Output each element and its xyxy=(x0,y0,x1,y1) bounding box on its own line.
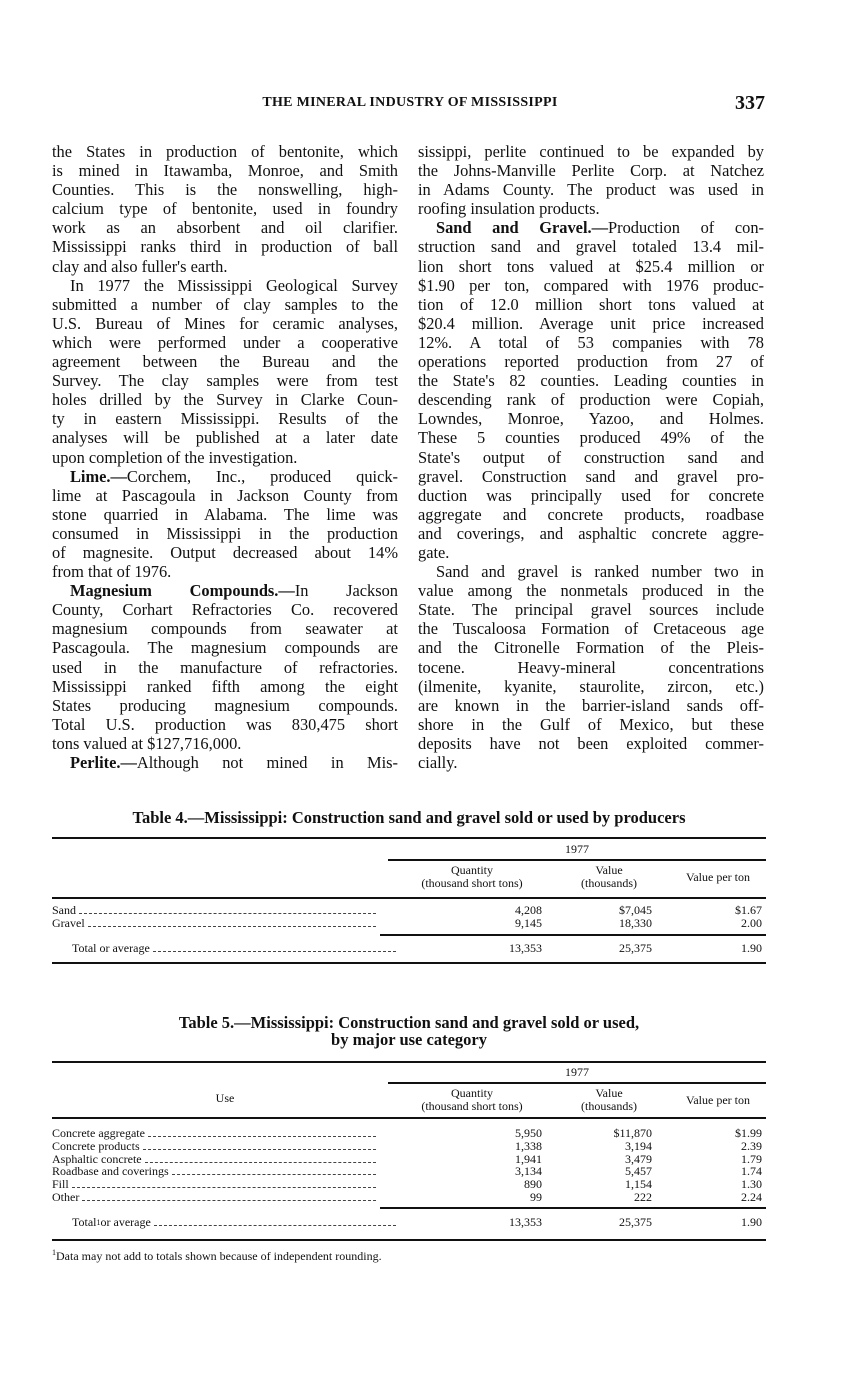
text-line xyxy=(52,371,398,390)
cell-qty: 99 xyxy=(530,1190,542,1204)
text-line xyxy=(418,314,764,333)
row-label xyxy=(52,942,396,955)
text-column-right xyxy=(418,142,764,772)
cell-qty: 13,353 xyxy=(509,941,542,955)
row-label-text: Concrete products xyxy=(52,1138,140,1153)
text-line-content: U.S. Bureau of Mines for ceramic analyses, xyxy=(52,313,398,333)
cell-vpt: 1.79 xyxy=(741,1151,762,1166)
table-rule xyxy=(380,934,766,936)
text-line xyxy=(52,180,398,199)
text-line-content: roofing insulation products. xyxy=(418,199,600,219)
cell-value: 25,375 xyxy=(619,941,652,955)
text-line xyxy=(52,658,398,677)
text-line xyxy=(52,218,398,237)
text-line-content: Pascagoula. The magnesium compounds are xyxy=(52,638,398,658)
text-line-content: 12%. A total of 53 companies with 78 xyxy=(418,332,764,352)
cell-value: 25,375 xyxy=(619,1215,652,1229)
table-4-title: Table 4.—Mississippi: Construction sand and gravel sold or used by producers xyxy=(132,808,686,827)
text-line-content: upon completion of the investigation. xyxy=(52,447,298,467)
cell-vpt: $1.99 xyxy=(735,1126,762,1140)
section-heading: Perlite.— xyxy=(70,753,137,772)
text-line xyxy=(418,677,764,696)
row-label xyxy=(52,904,376,917)
text-line xyxy=(52,390,398,409)
leader-dots xyxy=(148,1127,376,1137)
cell-value: 3,194 xyxy=(625,1138,652,1153)
cell-qty: 5,950 xyxy=(515,1126,542,1140)
leader-dots xyxy=(72,1178,376,1188)
text-line xyxy=(52,619,398,638)
footnote-ref: 1 xyxy=(96,1218,101,1227)
footnote-mark: 1 xyxy=(52,1248,56,1257)
text-line-content: holes drilled by the Survey in Clarke Coun- xyxy=(52,390,398,410)
text-line xyxy=(418,467,764,486)
text-line-content: cially. xyxy=(418,753,458,772)
text-line xyxy=(52,314,398,333)
text-line xyxy=(52,505,398,524)
table-rule xyxy=(52,1239,766,1241)
text-line xyxy=(418,352,764,371)
text-line xyxy=(52,161,398,180)
text-line-content: duction was principally used for concrete xyxy=(418,485,764,505)
text-line-content: the Johns-Manville Perlite Corp. at Natchez xyxy=(418,161,764,181)
text-line xyxy=(52,467,398,486)
text-line xyxy=(418,658,764,677)
value-header-line2: (thousands) xyxy=(581,1099,637,1113)
row-label xyxy=(52,1165,376,1178)
text-line xyxy=(52,333,398,352)
text-line xyxy=(418,390,764,409)
text-line xyxy=(418,218,764,237)
text-line xyxy=(418,696,764,715)
leader-dots xyxy=(143,1140,376,1150)
value-header-line1: Value xyxy=(595,863,623,877)
quantity-header xyxy=(400,1087,544,1113)
text-line-content: operations reported production from 27 of xyxy=(418,352,764,372)
text-line xyxy=(52,677,398,696)
text-line-content: State's output of construction sand and xyxy=(418,447,764,467)
leader-dots xyxy=(79,904,376,914)
text-line-content: States producing magnesium compounds. xyxy=(52,695,398,715)
quantity-header-line1: Quantity xyxy=(451,863,493,877)
text-line xyxy=(418,524,764,543)
text-line xyxy=(52,562,398,581)
text-line-content: magnesium compounds from seawater at xyxy=(52,619,398,639)
cell-vpt: 2.39 xyxy=(741,1138,762,1153)
text-line xyxy=(418,199,764,218)
text-line xyxy=(52,142,398,161)
text-line xyxy=(52,448,398,467)
text-line xyxy=(418,753,764,772)
text-line xyxy=(52,543,398,562)
text-line-content: the Tuscaloosa Formation of Cretaceous age xyxy=(418,619,764,639)
cell-vpt: 2.24 xyxy=(741,1190,762,1204)
text-line-content: Production of con- xyxy=(608,218,764,238)
year-header: 1977 xyxy=(565,842,589,856)
text-line-content: These 5 counties produced 49% of the xyxy=(418,428,764,448)
text-line xyxy=(52,352,398,371)
row-label-text: Concrete aggregate xyxy=(52,1126,145,1140)
text-line-content: Lowndes, Monroe, Yazoo, and Holmes. xyxy=(418,409,764,429)
value-header-line2: (thousands) xyxy=(581,876,637,890)
text-line-content: tion of 12.0 million short tons valued at xyxy=(418,294,764,314)
text-line xyxy=(418,295,764,314)
cell-vpt: 2.00 xyxy=(741,915,762,930)
cell-qty: 9,145 xyxy=(515,915,542,930)
text-line-content: State. The principal gravel sources include xyxy=(418,600,764,620)
text-line xyxy=(418,237,764,256)
text-line xyxy=(52,486,398,505)
row-label xyxy=(52,1191,376,1204)
row-label-text: or average xyxy=(100,1215,151,1229)
table-5-title-line2: by major use category xyxy=(331,1030,487,1049)
text-line xyxy=(418,161,764,180)
table-rule xyxy=(388,1082,766,1084)
text-line-content: is mined in Itawamba, Monroe, and Smith xyxy=(52,161,398,181)
text-line xyxy=(418,428,764,447)
cell-vpt: $1.67 xyxy=(735,903,762,917)
running-head: THE MINERAL INDUSTRY OF MISSISSIPPI xyxy=(262,95,558,110)
row-label-text: Sand xyxy=(52,903,76,917)
use-header: Use xyxy=(215,1091,235,1105)
row-label xyxy=(52,1216,396,1229)
cell-vpt: 1.90 xyxy=(741,1215,762,1229)
text-line-content: ty in eastern Mississippi. Results of the xyxy=(52,409,398,429)
text-line xyxy=(418,486,764,505)
section-heading: Sand and Gravel.— xyxy=(436,218,608,238)
text-line-content: Total U.S. production was 830,475 short xyxy=(52,714,398,734)
leader-dots xyxy=(145,1153,376,1163)
text-line xyxy=(418,581,764,600)
text-line xyxy=(52,409,398,428)
text-line-content: (ilmenite, kyanite, staurolite, zircon, etc.) xyxy=(418,676,764,696)
text-line xyxy=(52,715,398,734)
text-line xyxy=(418,142,764,161)
text-line-content: stone quarried in Alabama. The lime was xyxy=(52,504,398,524)
footnote xyxy=(52,1246,382,1263)
text-line-content: tocene. Heavy-mineral concentrations xyxy=(418,657,764,677)
text-line xyxy=(52,581,398,600)
table-rule xyxy=(388,859,766,861)
footnote-text: Data may not add to totals shown because of independent rounding. xyxy=(56,1249,382,1263)
text-line-content: County, Corhart Refractories Co. recovered xyxy=(52,600,398,620)
table-5-title-line1: Table 5.—Mississippi: Construction sand and gravel sold or used, xyxy=(178,1013,640,1032)
text-line-content: used in the manufacture of refractories. xyxy=(52,657,398,677)
text-line-content: Corchem, Inc., produced quick- xyxy=(126,466,398,486)
text-column-left xyxy=(52,142,398,772)
text-line-content: Although not mined in Mis- xyxy=(136,753,398,772)
cell-value: 1,154 xyxy=(625,1177,652,1192)
cell-qty: 3,134 xyxy=(515,1164,542,1179)
text-line-content: deposits have not been exploited commer- xyxy=(418,733,764,753)
text-line-content: are known in the barrier-island sands off- xyxy=(418,695,764,715)
value-per-ton-header: Value per ton xyxy=(686,870,750,884)
cell-vpt: 1.30 xyxy=(741,1177,762,1192)
text-line-content: aggregate and concrete products, roadbase xyxy=(418,504,764,524)
cell-vpt: 1.74 xyxy=(741,1164,762,1179)
text-line-content: gravel. Construction sand and gravel pro- xyxy=(418,466,764,486)
text-line-content: In 1977 the Mississippi Geological Survey xyxy=(70,275,398,295)
text-line xyxy=(418,619,764,638)
row-label-text: Roadbase and coverings xyxy=(52,1164,169,1179)
text-line xyxy=(418,257,764,276)
cell-value: 5,457 xyxy=(625,1164,652,1179)
text-line-content: which were performed under a cooperative xyxy=(52,332,398,352)
text-line-content: Mississippi ranks third in production of ball xyxy=(52,237,398,257)
leader-dots xyxy=(154,1216,396,1226)
quantity-header-line2: (thousand short tons) xyxy=(421,1099,523,1113)
table-rule xyxy=(380,1207,766,1209)
quantity-header xyxy=(400,864,544,890)
row-label xyxy=(52,1178,376,1191)
text-line-content: lion short tons valued at $25.4 million or xyxy=(418,256,764,276)
text-line-content: struction sand and gravel totaled 13.4 mil- xyxy=(418,237,764,257)
text-line xyxy=(418,638,764,657)
row-label-text: Total xyxy=(72,1215,97,1229)
row-label-text: Other xyxy=(52,1190,80,1204)
text-line-content: consumed in Mississippi in the production xyxy=(52,523,398,543)
text-line-content: value among the nonmetals produced in the xyxy=(418,581,764,601)
text-line-content: the States in production of bentonite, which xyxy=(52,142,398,161)
table-rule xyxy=(52,897,766,899)
cell-value: $11,870 xyxy=(613,1126,652,1140)
text-line xyxy=(52,753,398,772)
table-rule xyxy=(52,962,766,964)
quantity-header-line1: Quantity xyxy=(451,1086,493,1100)
text-line-content: submitted a number of clay samples to the xyxy=(52,294,398,314)
row-label-text: Asphaltic concrete xyxy=(52,1151,142,1166)
text-line xyxy=(418,276,764,295)
cell-qty: 1,338 xyxy=(515,1138,542,1153)
text-line xyxy=(418,448,764,467)
text-line-content: of magnesite. Output decreased about 14% xyxy=(52,542,398,562)
cell-qty: 4,208 xyxy=(515,903,542,917)
text-line xyxy=(52,237,398,256)
leader-dots xyxy=(88,917,376,927)
text-line xyxy=(418,600,764,619)
value-header-line1: Value xyxy=(595,1086,623,1100)
section-heading: Magnesium Compounds.— xyxy=(70,581,295,601)
text-line-content: Survey. The clay samples were from test xyxy=(52,371,398,391)
row-label-text: Gravel xyxy=(52,915,85,930)
text-line xyxy=(418,715,764,734)
text-line-content: calcium type of bentonite, used in foundry xyxy=(52,199,398,219)
table-rule xyxy=(52,837,766,839)
text-line-content: gate. xyxy=(418,542,450,562)
text-line-content: and the Citronelle Formation of the Pleis- xyxy=(418,638,764,658)
text-line xyxy=(52,257,398,276)
text-line-content: tons valued at $127,716,000. xyxy=(52,733,242,753)
text-line xyxy=(52,638,398,657)
text-line-content: descending rank of production were Copiah, xyxy=(418,390,764,410)
text-line-content: and coverings, and asphaltic concrete aggre- xyxy=(418,523,764,543)
table-rule xyxy=(52,1061,766,1063)
cell-vpt: 1.90 xyxy=(741,941,762,955)
row-label-text: Fill xyxy=(52,1177,69,1192)
text-line xyxy=(418,409,764,428)
row-label-text: Total or average xyxy=(72,941,150,955)
text-line-content: clay and also fuller's earth. xyxy=(52,256,228,276)
text-line-content: Sand and gravel is ranked number two in xyxy=(436,562,764,582)
text-line-content: work as an absorbent and oil clarifier. xyxy=(52,218,398,238)
row-label xyxy=(52,917,376,930)
text-line-content: $20.4 million. Average unit price increased xyxy=(418,313,764,333)
text-line xyxy=(52,600,398,619)
text-line-content: from that of 1976. xyxy=(52,562,172,582)
text-line xyxy=(418,333,764,352)
text-line xyxy=(418,562,764,581)
text-line xyxy=(52,734,398,753)
cell-qty: 1,941 xyxy=(515,1151,542,1166)
text-line-content: Mississippi ranked fifth among the eight xyxy=(52,676,398,696)
value-header xyxy=(565,1087,653,1113)
year-header: 1977 xyxy=(565,1065,589,1079)
text-line xyxy=(418,371,764,390)
text-line-content: shore in the Gulf of Mexico, but these xyxy=(418,714,764,734)
text-line xyxy=(52,276,398,295)
text-line-content: Counties. This is the nonswelling, high- xyxy=(52,180,398,200)
text-line xyxy=(418,734,764,753)
text-line xyxy=(418,180,764,199)
page-number: 337 xyxy=(735,92,765,114)
value-per-ton-header: Value per ton xyxy=(686,1093,750,1107)
cell-value: 3,479 xyxy=(625,1151,652,1166)
text-line xyxy=(52,524,398,543)
cell-qty: 890 xyxy=(524,1177,542,1192)
text-line-content: In Jackson xyxy=(294,581,398,601)
text-line xyxy=(418,505,764,524)
leader-dots xyxy=(82,1191,376,1201)
text-line-content: lime at Pascagoula in Jackson County from xyxy=(52,485,398,505)
text-line-content: in Adams County. The product was used in xyxy=(418,180,764,200)
cell-value: $7,045 xyxy=(619,903,652,917)
section-heading: Lime.— xyxy=(70,466,127,486)
cell-value: 18,330 xyxy=(619,915,652,930)
text-line xyxy=(52,696,398,715)
text-line-content: sissippi, perlite continued to be expanded by xyxy=(418,142,764,161)
text-line xyxy=(52,428,398,447)
text-line-content: the State's 82 counties. Leading counties in xyxy=(418,371,764,391)
cell-value: 222 xyxy=(634,1190,652,1204)
row-label xyxy=(52,1140,376,1153)
text-line xyxy=(418,543,764,562)
cell-qty: 13,353 xyxy=(509,1215,542,1229)
leader-dots xyxy=(172,1165,376,1175)
text-line xyxy=(52,199,398,218)
text-line-content: agreement between the Bureau and the xyxy=(52,352,398,372)
leader-dots xyxy=(153,942,396,952)
value-header xyxy=(565,864,653,890)
table-rule xyxy=(52,1117,766,1119)
quantity-header-line2: (thousand short tons) xyxy=(421,876,523,890)
text-line xyxy=(52,295,398,314)
text-line-content: $1.90 per ton, compared with 1976 produc- xyxy=(418,275,764,295)
text-line-content: analyses will be published at a later date xyxy=(52,428,398,448)
